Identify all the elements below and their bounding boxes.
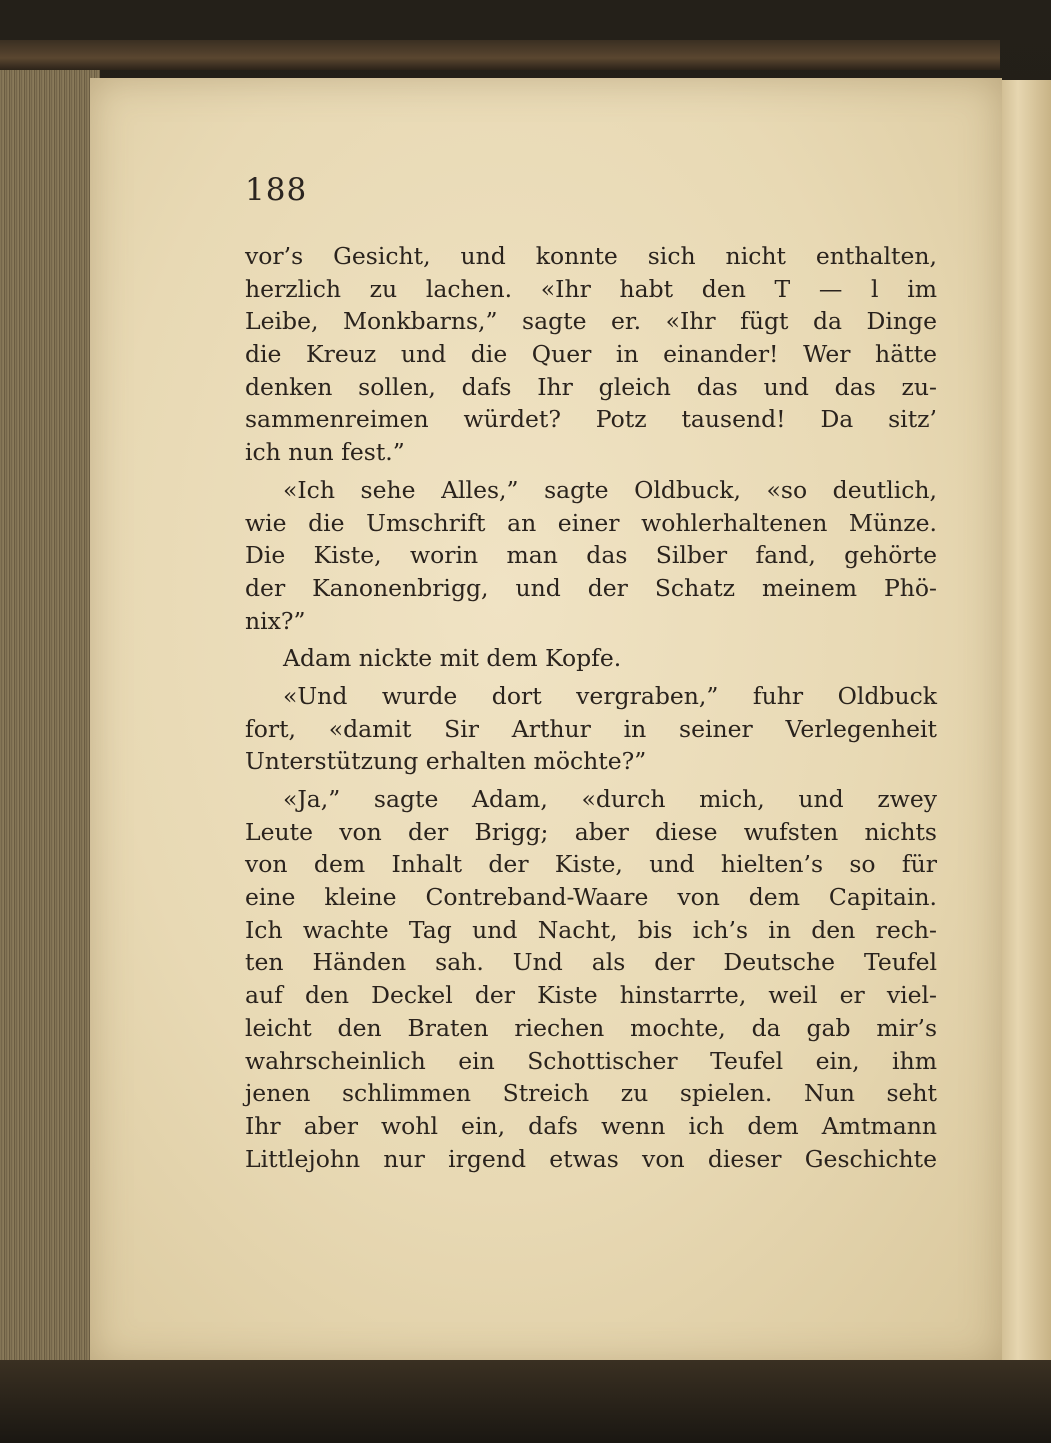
text-line: Leibe, Monkbarns,” sagte er. «Ihr fügt da Dinge (245, 307, 937, 336)
text-line: denken sollen, dafs Ihr gleich das und das zu- (245, 372, 937, 401)
body-text (245, 240, 937, 1175)
page-number: 188 (245, 172, 308, 208)
text-line: sammenreimen würdet? Potz tausend! Da sitz’ (245, 405, 937, 434)
text-line: Unterstützung erhalten möchte?” (245, 747, 647, 776)
text-line: eine kleine Contreband-Waare von dem Capitain. (245, 883, 937, 912)
text-line: jenen schlimmen Streich zu spielen. Nun seht (245, 1079, 937, 1108)
book-cover-edge (0, 40, 1000, 70)
text-line: fort, «damit Sir Arthur in seiner Verlegenheit (245, 714, 937, 743)
text-line: nix?” (245, 606, 306, 635)
text-line: die Kreuz und die Quer in einander! Wer hätte (245, 340, 937, 369)
text-line: wahrscheinlich ein Schottischer Teufel ein, ihm (245, 1046, 937, 1075)
text-line: der Kanonenbrigg, und der Schatz meinem Phö- (245, 573, 937, 602)
text-line: wie die Umschrift an einer wohlerhaltenen Münze. (245, 508, 937, 537)
text-line: vor’s Gesicht, und konnte sich nicht enthalten, (245, 242, 937, 270)
page-block-edges (0, 70, 100, 1360)
text-line: Adam nickte mit dem Kopfe. (283, 644, 622, 673)
text-line: leicht den Braten riechen mochte, da gab mir’s (245, 1013, 937, 1042)
text-line: «Und wurde dort vergraben,” fuhr Oldbuck (283, 681, 937, 710)
text-line: Leute von der Brigg; aber diese wufsten nichts (245, 817, 937, 846)
text-line: Ihr aber wohl ein, dafs wenn ich dem Amtmann (245, 1111, 937, 1140)
text-line: herzlich zu lachen. «Ihr habt den T — l im (245, 274, 937, 303)
text-line: ich nun fest.” (245, 438, 405, 467)
text-line: «Ich sehe Alles,” sagte Oldbuck, «so deutlich, (283, 475, 937, 504)
text-line: von dem Inhalt der Kiste, und hielten’s so für (245, 850, 937, 879)
text-line: Ich wachte Tag und Nacht, bis ich’s in den rech- (245, 915, 937, 944)
text-line: ten Händen sah. Und als der Deutsche Teufel (245, 948, 937, 977)
text-line: Die Kiste, worin man das Silber fand, gehörte (245, 541, 937, 570)
text-line: auf den Deckel der Kiste hinstarrte, weil er viel- (245, 981, 937, 1010)
book-bottom-edge (0, 1360, 1051, 1443)
facing-page-edge (996, 80, 1051, 1360)
text-line: «Ja,” sagte Adam, «durch mich, und zwey (283, 785, 937, 813)
text-line: Littlejohn nur irgend etwas von dieser Geschichte (245, 1144, 937, 1173)
